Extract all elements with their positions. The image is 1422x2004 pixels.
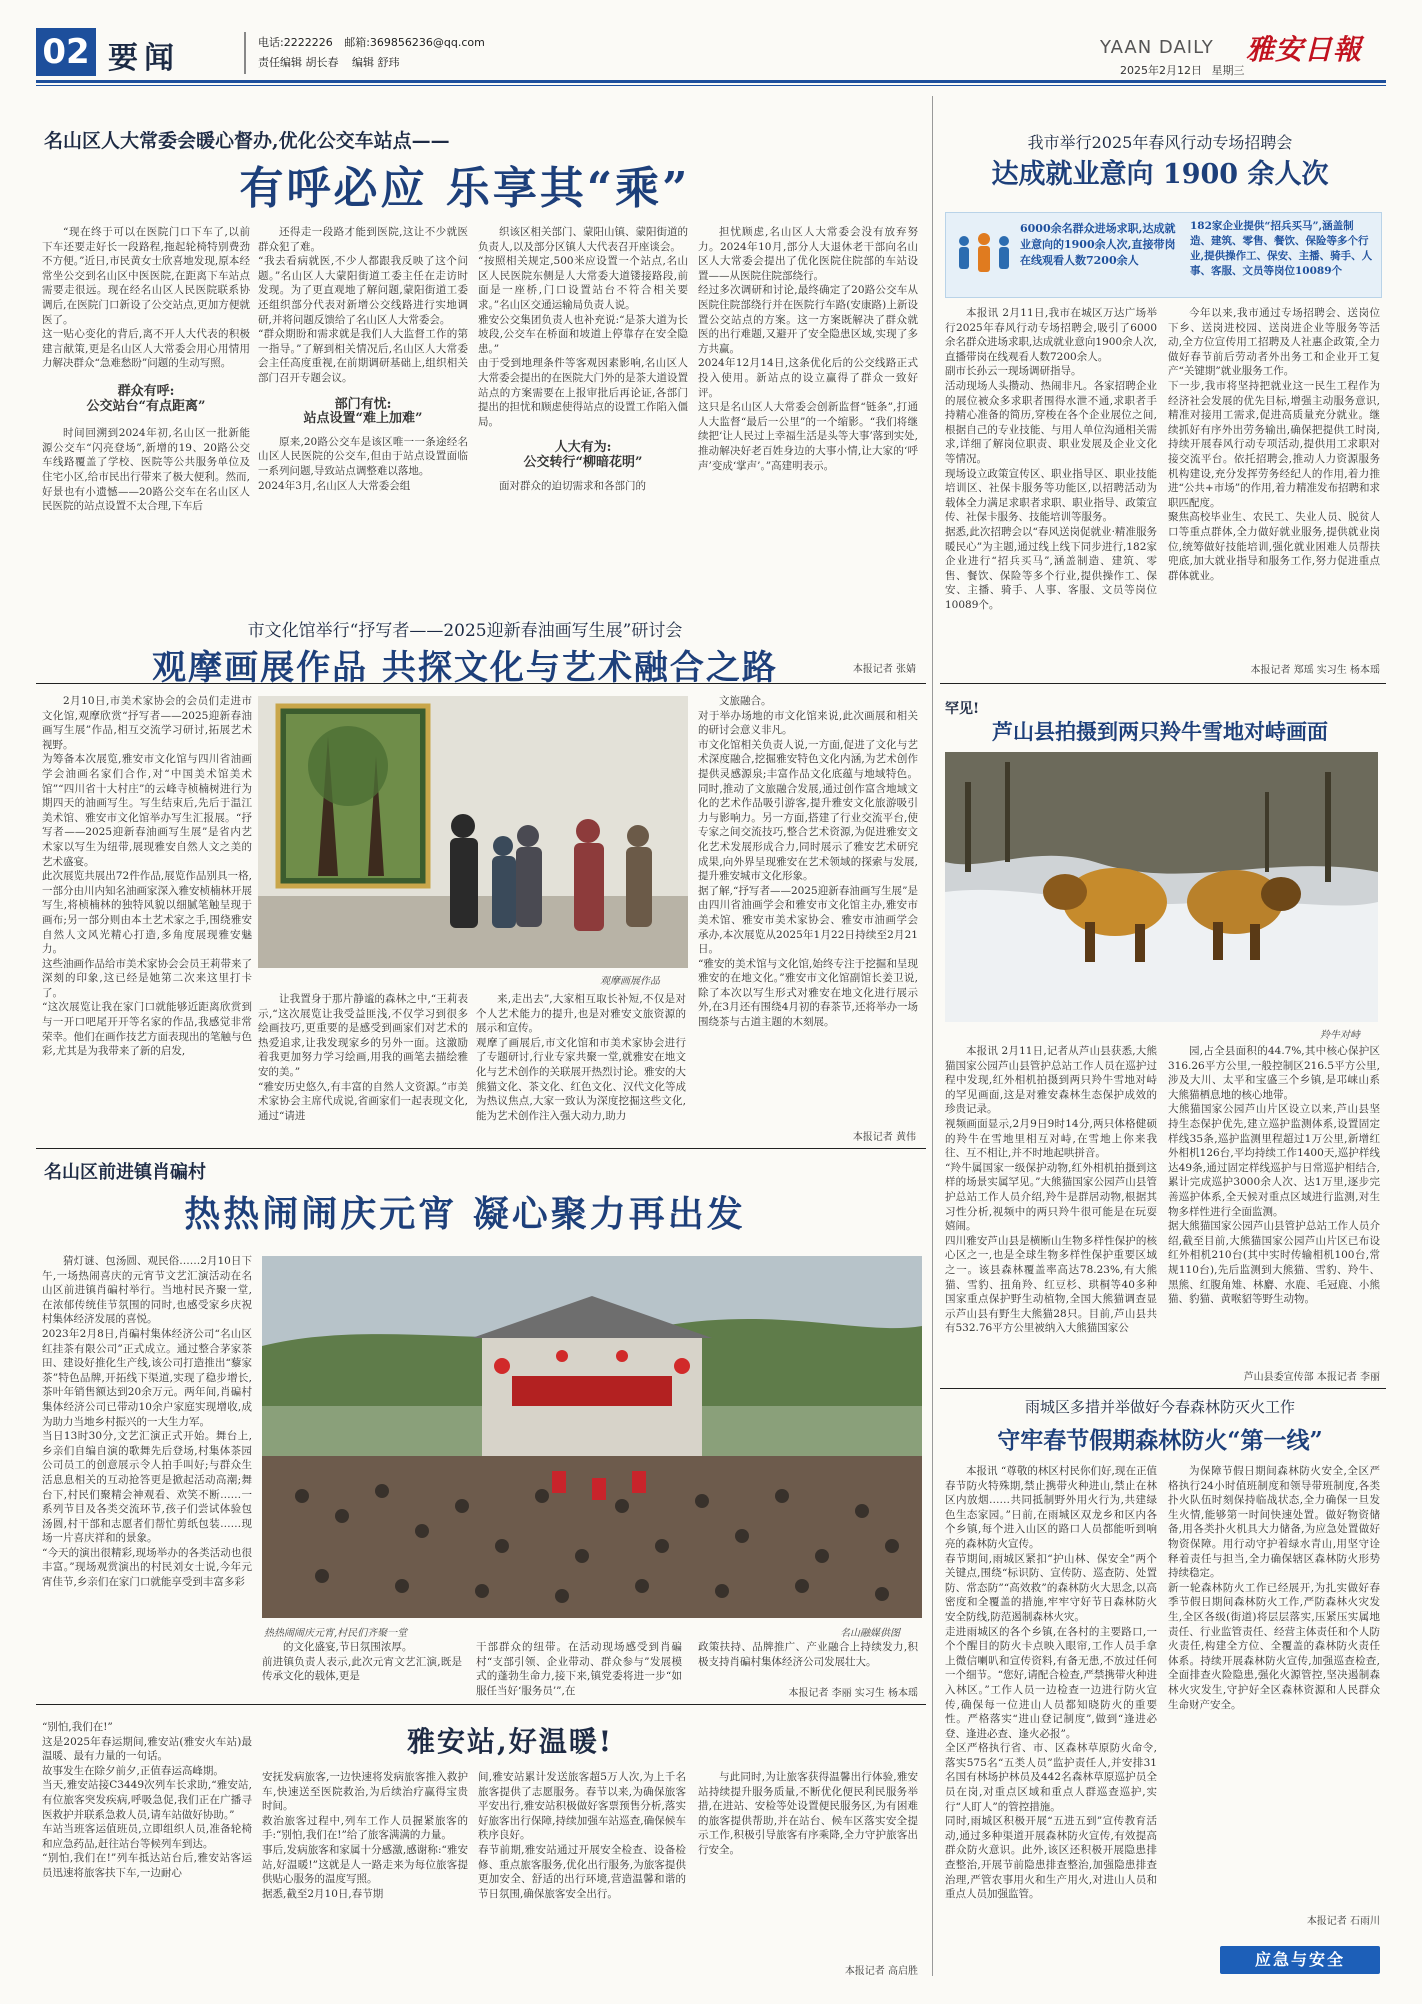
- contact-line: [258, 34, 485, 50]
- a1-byline: 本报记者 张婧: [852, 664, 916, 675]
- a5-headline: 热热闹闹庆元宵 凝心聚力再出发: [184, 1193, 746, 1235]
- a5-byline: 本报记者 李丽 实习生 杨本瑶: [788, 1688, 918, 1699]
- a5-col-1: [42, 1254, 252, 1694]
- a6-col-1: [945, 1464, 1157, 1960]
- a1-subhead-1: 群众有呼: 公交站台“有点距离”: [86, 383, 206, 414]
- a2-info-right: 182家企业提供“招兵买马”,涵盖制造、建筑、零售、餐饮、保险等多个行业,提供操作工、保安、主播、骑手、人事、客服、文员等岗位10089个: [1190, 220, 1373, 277]
- column-tag-badge: [1220, 1946, 1380, 1974]
- a5-col-3: [476, 1640, 682, 1696]
- festival-photo: [262, 1256, 922, 1618]
- phone: 电话:2222226: [258, 36, 333, 49]
- a1-col-3: [478, 225, 688, 675]
- a7-col3-text: 间,雅安站累计发送旅客超5万人次,为上千名旅客提供了志愿服务。春节以来,为确保旅客平安出行,雅安站积极做好客票预售分析,落实好旅客出行保障,持续加强车站巡查,确保候车秩序良好。 春节前期,雅安站通过开展安全检查、设备检修、重点旅客服务,优化出行服务,为旅客提供更加安全、舒适的出行环境,营造温馨和谐的节日氛围,确保旅客安全出行。: [478, 1771, 686, 1900]
- editor-line: [258, 54, 400, 70]
- main-column-divider: [932, 96, 933, 1976]
- a5-col-4: [698, 1640, 918, 1684]
- a4-col2-text: 园,占全县面积的44.7%,其中核心保护区316.26平方公里,一般控制区216.5平方公里,涉及大川、太平和宝盛三个乡镇,是邛崃山系大熊猫栖息地的核心地带。 大熊猫国家公园芦山片区设立以来,芦山县坚持生态保护优先,建立巡护监测体系,设置固定样线35条,巡护监测里程超过1万公里,新增红外相机126台,平均持续工作1400天,巡护样线达49条,通过固定样线巡护与日常巡护相结合,累计完成巡护3000余人次、达1万里,逐步完善巡护体系,全天候对重点区域进行监测,对生物多样性进行全面监测。 据大熊猫国家公园芦山县管护总站工作人员介绍,截至目前,大熊猫国家公园芦山片区已布设红外相机210台(其中实时传输相机100台,常规110台),先后监测到大熊猫、雪豹、羚牛、黑熊、红腹角雉、林麝、水鹿、毛冠鹿、小熊猫、豹猫、黄喉貂等野生动物。: [1168, 1045, 1380, 1306]
- a1-col2-text: 还得走一段路才能到医院,这让不少就医群众犯了难。 “我去看病就医,不少人都跟我反映了这个问题。”名山区人大蒙阳街道工委主任在走访时发现。为了更直观地了解问题,蒙阳街道工委还组织部分代表对新增公交线路进行实地调研,并将问题反馈给了名山区人大常委会。 “群众期盼和需求就是我们人大监督工作的第一指导。”了解到相关情况后,名山区人大常委会主任高度重视,在前期调研基础上,组织相关部门召开专题会议。: [258, 226, 468, 384]
- a2-col-1: [945, 306, 1157, 660]
- a1-headline: 有呼必应 乐享其“乘”: [239, 163, 691, 214]
- a5-photo-festival: [262, 1256, 922, 1618]
- crowd-icon: [954, 233, 1014, 277]
- duty-editor: 责任编辑 胡长春: [258, 56, 339, 69]
- a3-col4-text: 文旅融合。 对于举办场地的市文化馆来说,此次画展和相关的研讨会意义非凡。 市文化馆相关负责人说,一方面,促进了文化与艺术深度融合,挖掘雅安特色文化内涵,为艺术创作提供灵感源泉;丰富作品文化底蕴与地域特色。同时,推动了文旅融合发展,通过创作富含地域文化的艺术作品吸引游客,提升雅安文化旅游吸引力与影响力。另一方面,搭建了行业交流平台,使专家之间交流技巧,整合艺术资源,为促进雅安文化艺术发展形成合力,同时展示了雅安艺术研究成果,向外界呈现雅安在艺术领域的探索与发展,提升雅安城市文化形象。 据了解,“抒写者——2025迎新春油画写生展”是由四川省油画学会和雅安市文化馆主办,雅安市美术馆、雅安市美术家协会、雅安市油画学会承办,本次展览从2025年1月22日持续至2月21日。 “雅安的美术馆与文化馆,始终专注于挖掘和呈现雅安的在地文化。”雅安市文化馆副馆长姜卫说,除了本次以写生形式对雅安在地文化进行展示外,在3月还有围绕4月初的春茶节,还将举办一场围绕茶与古道主题的木刻展。: [698, 695, 918, 1029]
- a5-kicker: 名山区前进镇肖碥村: [44, 1162, 206, 1183]
- a2-bottom-rule: [940, 683, 1386, 684]
- masthead-divider: [244, 32, 246, 74]
- a5-bottom-rule: [36, 1704, 926, 1705]
- a5-col4-text: 政策扶持、品牌推广、产业融合上持续发力,积极支持肖碥村集体经济公司发展壮大。: [698, 1641, 918, 1668]
- a5-col-2: [262, 1640, 462, 1696]
- a6-headline: 守牢春节假期森林防火“第一线”: [997, 1427, 1323, 1454]
- a4-photo-caption: 羚牛对峙: [1320, 1030, 1360, 1041]
- a2-info-banner: [945, 212, 1382, 298]
- a4-headline: 芦山县拍摄到两只羚牛雪地对峙画面: [992, 719, 1328, 744]
- a3-col-2: [258, 992, 468, 1142]
- a5-col3-text: 干部群众的纽带。在活动现场感受到肖碥村“支部引领、企业带动、群众参与”发展模式的蓬勃生命力,接下来,镇党委将进一步“如服任当好‘服务员’”,在: [476, 1641, 682, 1696]
- a7-col-4: [698, 1770, 918, 1960]
- a4-bottom-rule: [940, 1388, 1386, 1389]
- a4-kicker: 罕见!: [945, 701, 980, 717]
- exhibition-photo: [258, 696, 688, 968]
- a3-col2-text: 让我置身于那片静谧的森林之中,“王莉表示,“这次展览让我受益匪浅,不仅学习到很多绘画技巧,更重要的是感受到画家们对艺术的热爱追求,让我发现家乡的另外一面。这激励着我更加努力学习绘画,用我的画笔去描绘雅安的美。” “雅安历史悠久,有丰富的自然人文资源。”市美术家协会主席代成说,省画家们一起表现文化,通过“请进: [258, 993, 468, 1122]
- a4-col-2: [1168, 1044, 1380, 1364]
- a7-col4-text: 与此同时,为让旅客获得温馨出行体验,雅安站持续提升服务质量,不断优化便民利民服务举措,在进站、安检等处设置便民服务区,为有困难的旅客提供帮助,并在站台、候车区落实安全提示工作,积极引导旅客有序乘降,全力守护旅客出行安全。: [698, 1771, 918, 1856]
- masthead-rule: [36, 80, 1386, 83]
- a3-col-1: [42, 694, 252, 1140]
- a2-info-left: 6000余名群众进场求职,达成就业意向的1900余人次,直接带岗在线观看人数7200余人: [1020, 222, 1176, 267]
- a4-photo-takin: [945, 752, 1378, 1022]
- a1-subhead-2: 部门有忧: 站点设置“难上加难”: [303, 396, 423, 427]
- page-number: 02: [42, 32, 90, 72]
- a1-col-4: [698, 225, 918, 657]
- a3-bottom-rule: [36, 1148, 926, 1149]
- a7-col2-text: 安抚发病旅客,一边快速将发病旅客推入救护车,快速送至医院救治,为后续治疗赢得宝贵时间。 救治旅客过程中,列车工作人员握紧旅客的手:“别怕,我们在!”给了旅客满满的力量。 事后,发病旅客和家属十分感激,感谢称:“雅安站,好温暖!”这就是人一路走来为每位旅客提供贴心服务的温度写照。 据悉,截至2月10日,春节期: [262, 1771, 468, 1900]
- a6-kicker: 雨城区多措并举做好今春森林防灭火工作: [1024, 1398, 1295, 1416]
- a7-col-1: [42, 1720, 252, 1976]
- a6-col2-text: 为保障节假日期间森林防火安全,全区严格执行24小时值班制度和领导带班制度,各类扑火队伍时刻保持临战状态,全力确保一旦发生火情,能够第一时间快速处置。做好物资储备,用各类扑火机具大力储备,为应急处置做好物资保障。用行动守护着绿水青山,用坚守诠释着责任与担当,全力确保辖区森林防火形势持续稳定。 新一轮森林防火工作已经展开,为扎实做好春季节假日期间森林防火工作,严防森林火灾发生,全区各级(街道)将层层落实,压紧压实属地责任、行业监管责任、经营主体责任和个人防火责任,构建全方位、全覆盖的森林防火责任体系。持续开展森林防火宣传,加强巡查检查,全面排查火险隐患,强化火源管控,坚决遏制森林火灾发生,守护好全区森林资源和人民群众生命财产安全。: [1168, 1465, 1380, 1711]
- a5-photo-caption-left: 热热闹闹庆元宵,村民们齐聚一堂: [264, 1628, 408, 1639]
- a7-col-3: [478, 1770, 686, 1976]
- a7-byline: 本报记者 高启胜: [844, 1966, 918, 1977]
- a1-col3b-text: 面对群众的迫切需求和各部门的: [499, 479, 646, 492]
- a3-col1-text: 2月10日,市美术家协会的会员们走进市文化馆,观摩欣赏“抒写者——2025迎新春油画写生展”作品,相互交流学习研讨,拓展艺术视野。 为筹备本次展览,雅安市文化馆与四川省油画学会油画名家们合作,对“中国美术馆美术馆”“四川省十大村庄”的云峰寺桢楠树进行为期四天的油画写生。写生结束后,先后于温江美术馆、雅安市文化馆举办写生汇报展。“抒写者——2025迎新春油画写生展”是省内艺术家以写生为纽带,展现雅安自然人文之美的艺术盛宴。 此次展览共展出72件作品,展览作品别具一格,一部分由川内知名油画家深入雅安桢楠林开展写生,将桢楠林的独特风貌以细腻笔触呈现于画布;另一部分则由本土艺术家之手,围绕雅安自然人文风光精心打造,多角度展现雅安魅力。 这些油画作品给市美术家协会会员王莉带来了深刻的印象,这已经是她第二次来这里打卡了。 “这次展览让我在家门口就能够近距离欣赏到与一开口吧尾开开等名家的作品,我感觉非常荣幸。他们在画作技艺方面表现出的笔触与色彩,尤其是为我带来了新的启发,: [42, 695, 252, 1058]
- a3-col3-text: 来,走出去”,大家相互取长补短,不仅是对个人艺术能力的提升,也是对雅安文旅资源的展示和宣传。 观摩了画展后,市文化馆和市美术家协会进行了专题研讨,行业专家共聚一堂,就雅安在地文化与艺术创作的关联展开热烈讨论。雅安的大熊猫文化、茶文化、红色文化、汉代文化等成为热议焦点,大家一致认为深度挖掘这些文化,能为艺术创作注入强大动力,助力: [476, 993, 686, 1122]
- paper-logo: 雅安日報: [1246, 33, 1363, 66]
- a1-subhead-3: 人大有为: 公交转行“柳暗花明”: [523, 440, 643, 470]
- a7-headline: 雅安站,好温暖!: [406, 1725, 614, 1758]
- a4-byline: 芦山县委宣传部 本报记者 李丽: [1243, 1372, 1380, 1383]
- a1-col2b-text: 原来,20路公交车是该区唯一一条途经名山区人民医院的公交车,但由于站点设置面临一系列问题,导致站点调整难以落地。 2024年3月,名山区人大常委会组: [258, 435, 468, 492]
- a1-col-1: [42, 225, 250, 675]
- a3-kicker: 市文化馆举行“抒写者——2025迎新春油画写生展”研讨会: [247, 621, 683, 641]
- a3-col-3: [476, 992, 686, 1142]
- a3-photo-caption: 观摩画展作品: [600, 976, 660, 987]
- a7-col1-text: “别怕,我们在!” 这是2025年春运期间,雅安站(雅安火车站)最温暖、最有力量的一句话。 故事发生在除夕前夕,正值春运高峰期。 当天,雅安站接C3449次列车长求助,“雅安站,有位旅客突发疾病,呼吸急促,我们正在广播寻医救护并联系急救人员,请车站做好协助。” 车站当班客运值班员,立即组织人员,准备轮椅和应急药品,赶往站台等候列车到达。 “别怕,我们在!”列车抵达站台后,雅安站客运员迅速将旅客扶下车,一边耐心: [42, 1721, 252, 1879]
- a2-col2-text: 今年以来,我市通过专场招聘会、送岗位下乡、送岗进校园、送岗进企业等服务等活动,全方位宣传用工招聘及人社惠企政策,全力做好春节前后劳动者外出务工和企业开工复产“关键期”就业服务工作。 下一步,我市将坚持把就业这一民生工程作为经济社会发展的优先目标,增强主动服务意识,精准对接用工需求,促进高质量充分就业。继续抓好有序外出劳务输出,确保把提供工时岗,持续开展春风行动专项活动,提供用工求职对接交流平台。依托招聘会,推动人力资源服务机构建设,充分发挥劳务经纪人的作用,着力推进“公共+市场”的作用,着力精准发布招聘和求职匹配度。 聚焦高校毕业生、农民工、失业人员、脱贫人口等重点群体,全力做好就业服务,提供就业岗位,统筹做好技能培训,强化就业困难人员帮扶兜底,加大就业指导和服务工作,努力促进重点群体就业。: [1168, 307, 1380, 582]
- a6-col1-text: 本报讯 “尊敬的林区村民你们好,现在正值春节防火特殊期,禁止携带火种进山,禁止在林区内放烟……共同抵制野外用火行为,共建绿色生态家园。”日前,在雨城区双龙乡和区内各个乡镇,每个进入山区的路口人员都能听到响亮的森林防火宣传。 春节期间,雨城区紧扣“护山林、保安全”两个关键点,围绕“标识防、宣传防、巡查防、处置防、常态防”“高效救”的森林防火大思念,以高密度和全覆盖的措施,牢牢守好节日森林防火安全防线,防范遏制森林火灾。 走进雨城区的各个乡镇,在各村的主要路口,一个个醒目的防火卡点映入眼帘,工作人员手拿上微信喇叭和宣传资料,有备无患,不放过任何一个细节。“您好,请配合检查,严禁携带火种进入林区。”工作人员一边检查一边进行防火宣传,确保每一位进山人员都知晓防火的重要性。严格落实“进山登记制度”,做到“逢进必登、逢进必查、逢火必报”。 全区严格执行省、市、区森林草原防火命令,落实575名“五类人员”监护责任人,并安排31名国有林场护林员及442名森林草原巡护员全员在岗,对重点区域和重点人群巡查巡护,实行“人盯人”的管控措施。 同时,雨城区积极开展“五进五到”宣传教育活动,通过多种渠道开展森林防火宣传,有效提高群众防火意识。此外,该区还积极开展隐患排查整治,开展节前隐患排查整治,加强隐患排查治理,严管农事用火和生产用火,对进山人员和重点人员加强监管。: [945, 1465, 1157, 1901]
- email: 邮箱:369856236@qq.com: [344, 36, 485, 49]
- a4-col1-text: 本报讯 2月11日,记者从芦山县获悉,大熊猫国家公园芦山县管护总站工作人员在巡护过程中发现,红外相机拍摄到两只羚牛雪地对峙的罕见画面,这是对雅安森林生态保护成效的珍贵记录。 视频画面显示,2月9日9时14分,两只体格健硕的羚牛在雪地里相互对峙,在雪地上你来我往、互不相让,并不时地起哄拼音。 “羚牛属国家一级保护动物,红外相机拍摄到这样的场景实属罕见。”大熊猫国家公园芦山县管护总站工作人员介绍,羚牛是群居动物,根据其习性分析,视频中的两只羚牛很可能是在玩耍嬉闹。 四川雅安芦山县是横断山生物多样性保护的核心区之一,也是全球生物多样性保护重要区域之一。该县森林覆盖率高达78.23%,有大熊猫、雪豹、扭角羚、红豆杉、珙桐等40多种国家重点保护野生动植物,全国大熊猫调查显示芦山县有野生大熊猫28只。目前,芦山县共有532.76平方公里被纳入大熊猫国家公: [945, 1045, 1157, 1335]
- a7-col-2: [262, 1770, 468, 1976]
- a1-col-2: [258, 225, 468, 675]
- a3-col-4: [698, 694, 918, 1128]
- weekday: 星期三: [1211, 64, 1245, 77]
- a5-col1-text: 猜灯谜、包汤圆、观民俗……2月10日下午,一场热闹喜庆的元宵节文艺汇演活动在名山区前进镇肖碥村举行。当地村民齐聚一堂,在浓郁传统佳节氛围的同时,也感受家乡庆祝村集体经济发展的喜悦。 2023年2月8日,肖碥村集体经济公司“名山区红挂茶有限公司”正式成立。通过整合茅家茶田、建设好推化生产线,该公司打造推出“藜家茶”特色品牌,开拓线下渠道,实现了稳步增长,茶叶年销售额达到20余万元。两年间,肖碥村集体经济公司已带动10余户家庭实现增收,成为助力当地乡村振兴的一大生力军。 当日13时30分,文艺汇演正式开始。舞台上,乡亲们自编自演的歌舞先后登场,村集体茶园公司员工的创意展示令人拍手叫好;与群众生活息息相关的互动抢答更是掀起活动高潮;舞台下,村民们聚精会神观看、欢笑不断……一系列节目及各类交流环节,孩子们尝试体验包汤圆,村干部和志愿者们帮忙剪纸包装……现场一片喜庆祥和的景象。 “今天的演出很精彩,现场举办的各类活动也很丰富。”现场观赏演出的村民刘女士说,今年元宵佳节,乡亲们在家门口就能享受到丰富多彩: [42, 1255, 252, 1589]
- a3-photo-exhibition: [258, 696, 688, 968]
- a3-headline: 观摩画展作品 共探文化与艺术融合之路: [152, 648, 778, 688]
- page-number-box: [36, 28, 96, 76]
- a1-kicker: 名山区人大常委会暖心督办,优化公交车站点——: [44, 130, 450, 152]
- a2-byline: 本报记者 郑瑶 实习生 杨本瑶: [1250, 665, 1380, 676]
- a2-col1-text: 本报讯 2月11日,我市在城区万达广场举行2025年春风行动专场招聘会,吸引了6000余名群众进场求职,达成就业意向1900余人次,直播带岗在线观看人数7200余人。 副市长孙云一现场调研指导。 活动现场人头攒动、热闹非凡。各家招聘企业的展位被众多求职者围得水泄不通,求职者手持精心准备的简历,穿梭在各个企业展位之间,根据自己的专业技能、与用人单位沟通相关需求,详细了解岗位职责、职业发展及企业文化等情况。 现场设立政策宣传区、职业指导区、职业技能培训区、社保卡服务等功能区,以招聘活动为载体全力满足求职者求职、职业指导、政策宣传、社保卡服务、技能培训等服务。 据悉,此次招聘会以“春风送岗促就业·精准服务暖民心”为主题,通过线上线下同步进行,182家企业进行“招兵买马”,涵盖制造、建筑、零售、餐饮、保险等多个行业,提供操作工、保安、主播、骑手、人事、客服、文员等岗位10089个。: [945, 307, 1157, 611]
- a1-col3-text: 织该区相关部门、蒙阳山镇、蒙阳街道的负责人,以及部分区镇人大代表召开座谈会。 “按照相关规定,500米应设置一个站点,名山区人民医院东侧是人大常委大道镂接路段,前面是一座桥,门口设置站台不符合相关要求。”名山区交通运输局负责人说。 雅安公交集团负责人也补充说:“是茶大道为长坡段,公交车在桥面和坡道上停靠存在安全隐患。” 由于受到地理条件等客观因素影响,名山区人大常委会提出的在医院大门外的是茶大道设置站点的方案需要在上报审批后再论证,各部门提出的担忧和顾虑使得站点的设置工作陷入僵局。: [478, 226, 688, 428]
- english-name: YAAN DAILY: [1100, 37, 1214, 58]
- a3-byline: 本报记者 黄伟: [852, 1132, 916, 1143]
- people-graphic: [954, 233, 1014, 277]
- date: 2025年2月12日: [1120, 64, 1202, 77]
- date-line: [1120, 62, 1245, 78]
- takin-photo: [945, 752, 1378, 1022]
- a6-col-2: [1168, 1464, 1380, 1904]
- a6-byline: 本报记者 石雨川: [1306, 1916, 1380, 1927]
- a1-col1-text: “现在终于可以在医院门口下车了,以前下车还要走好长一段路程,拖起轮椅特别费劲不方便。”近日,市民黄女士欣喜地发现,原本经常坐公交到名山区中医医院,在距离下车站点需要走很远。现在经名山区人民医院联系协调后,在医院门口新设了公交站点,更加方便就医了。 这一贴心变化的背后,离不开人大代表的积极建言献策,更是名山区人大常委会用心用情用力解决群众“急难愁盼”问题的生动写照。: [42, 226, 250, 370]
- column-tag: 应急与安全: [1254, 1950, 1345, 1969]
- a1-col1b-text: 时间回溯到2024年初,名山区一批新能源公交车“闪亮登场”,新增的19、20路公交车线路覆盖了学校、医院等公共服务单位及住宅小区,给市民出行带来了极大便利。然而,好景也有小遗憾——20路公交车在名山区人民医院的站点设置不太合理,下车后: [42, 427, 250, 513]
- section-title: 要闻: [108, 41, 180, 76]
- editor: 编辑 舒玮: [352, 56, 400, 69]
- a2-kicker: 我市举行2025年春风行动专场招聘会: [1027, 133, 1293, 152]
- a2-col-2: [1168, 306, 1380, 656]
- a1-col4-text: 担忧顾虑,名山区人大常委会没有放弃努力。2024年10月,部分人大退休老干部向名山区人大常委会提出了优化医院住院部的车站设置——从医院住院部绕行。 经过多次调研和讨论,最终确定了20路公交车从医院住院部绕行并在医院行车路(安康路)上新设置公交站点的方案。这一方案既解决了群众就医的出行难题,又避开了安全隐患区域,实现了多方共赢。 2024年12月14日,这条优化后的公交线路正式投入使用。新站点的设立赢得了群众一致好评。 这只是名山区人大常委会创新监督“链条”,打通人大监督“最后一公里”的一个缩影。“我们将继续把‘让人民过上幸福生活是头等大事’落到实处,推动解决好老百姓身边的大事小情,让大家的‘呼声’变成‘掌声’。”高建明表示。: [698, 226, 918, 472]
- a5-col2-text: 的文化盛宴,节日氛围浓厚。 前进镇负责人表示,此次元宵文艺汇演,既是传承文化的载体,更是: [262, 1641, 462, 1683]
- a2-headline: 达成就业意向 1900 余人次: [991, 159, 1329, 190]
- masthead-rule-thin: [36, 85, 1386, 86]
- a4-col-1: [945, 1044, 1157, 1374]
- a5-photo-caption-right: 名山融媒供图: [840, 1628, 900, 1639]
